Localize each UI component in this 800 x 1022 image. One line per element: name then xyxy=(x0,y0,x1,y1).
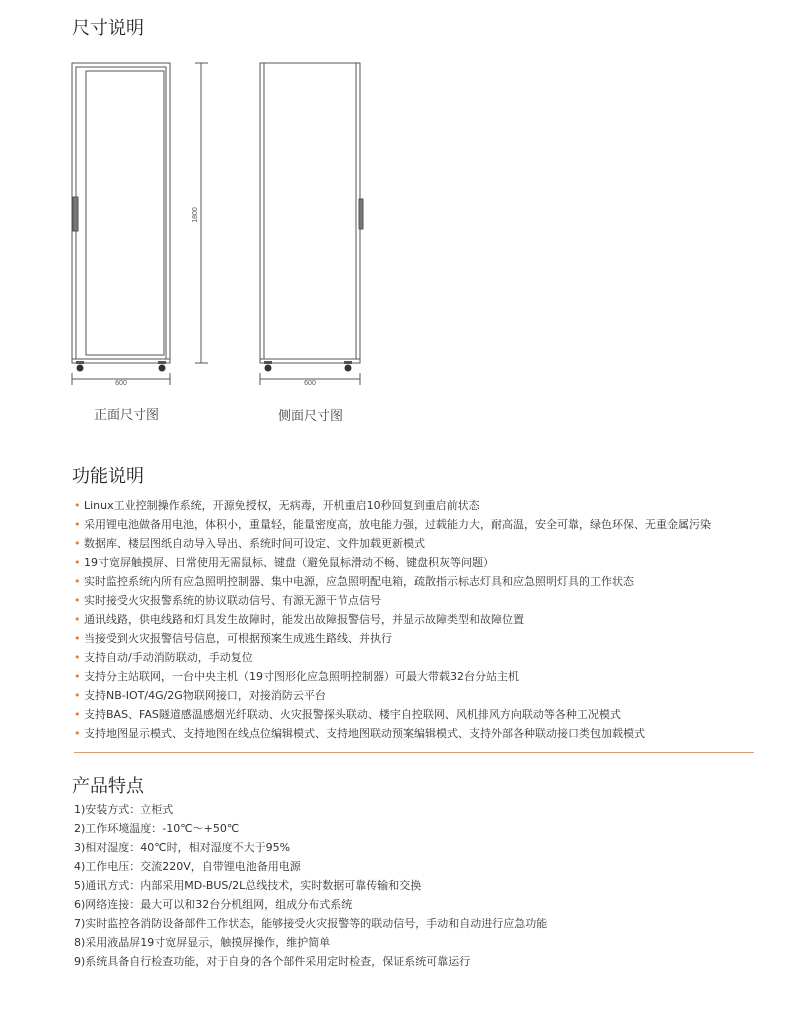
side-view-caption: 侧面尺寸图 xyxy=(278,409,344,424)
side-view-drawing xyxy=(250,55,380,395)
bullet-icon: • xyxy=(74,670,81,683)
list-item: 4)工作电压：交流220V，自带锂电池备用电源 xyxy=(74,860,301,873)
front-view-drawing xyxy=(60,55,220,395)
list-item: • 支持BAS、FAS隧道感温感烟光纤联动、火灾报警探头联动、楼宇自控联网、风机排风方向联动等各种工况模式 xyxy=(74,705,711,724)
properties-list xyxy=(74,800,547,971)
bullet-icon: • xyxy=(74,556,81,569)
front-height-label: 1800 xyxy=(192,207,199,223)
list-item: • 实时监控系统内所有应急照明控制器、集中电源，应急照明配电箱，疏散指示标志灯具和应急照明灯具的工作状态 xyxy=(74,572,711,591)
section-divider xyxy=(74,752,754,753)
bullet-icon: • xyxy=(74,499,81,512)
bullet-icon: • xyxy=(74,632,81,645)
list-item: 7)实时监控各消防设备部件工作状态，能够接受火灾报警等的联动信号，手动和自动进行应急功能 xyxy=(74,917,548,930)
list-item: 3)相对湿度：40℃时，相对湿度不大于95% xyxy=(74,841,291,854)
list-item: 1)安装方式：立柜式 xyxy=(74,803,174,816)
dimensions-title: 尺寸说明 xyxy=(72,18,144,39)
features-title: 功能说明 xyxy=(72,466,144,487)
front-view-caption: 正面尺寸图 xyxy=(94,408,160,423)
list-item: • 19寸宽屏触摸屏、日常使用无需鼠标、键盘（避免鼠标滑动不畅、键盘积灰等问题） xyxy=(74,553,711,572)
front-width-label: 600 xyxy=(115,380,127,387)
bullet-icon: • xyxy=(74,613,81,626)
list-item: • Linux工业控制操作系统，开源免授权，无病毒，开机重启10秒回复到重启前状态 xyxy=(74,496,711,515)
properties-title: 产品特点 xyxy=(72,776,144,797)
list-item: • 支持地图显示模式、支持地图在线点位编辑模式、支持地图联动预案编辑模式、支持外部各种联动接口类包加载模式 xyxy=(74,724,711,743)
bullet-icon: • xyxy=(74,689,81,702)
side-width-label: 600 xyxy=(304,380,316,387)
bullet-icon: • xyxy=(74,518,81,531)
list-item: • 支持分主站联网，一台中央主机（19寸图形化应急照明控制器）可最大带载32台分站主机 xyxy=(74,667,711,686)
list-item: 8)采用液晶屏19寸宽屏显示，触摸屏操作，维护简单 xyxy=(74,936,331,949)
list-item: 5)通讯方式：内部采用MD-BUS/2L总线技术，实时数据可靠传输和交换 xyxy=(74,879,422,892)
bullet-icon: • xyxy=(74,651,81,664)
list-item: • 采用锂电池做备用电池，体积小，重量轻，能量密度高，放电能力强，过载能力大，耐高温，安全可靠，绿色环保、无重金属污染 xyxy=(74,515,711,534)
list-item: • 实时接受火灾报警系统的协议联动信号、有源无源干节点信号 xyxy=(74,591,711,610)
list-item: 6)网络连接：最大可以和32台分机组网，组成分布式系统 xyxy=(74,898,353,911)
list-item: • 支持自动/手动消防联动，手动复位 xyxy=(74,648,711,667)
bullet-icon: • xyxy=(74,537,81,550)
list-item: • 当接受到火灾报警信号信息，可根据预案生成逃生路线、并执行 xyxy=(74,629,711,648)
bullet-icon: • xyxy=(74,575,81,588)
list-item: • 通讯线路，供电线路和灯具发生故障时，能发出故障报警信号，并显示故障类型和故障位置 xyxy=(74,610,711,629)
list-item: • 数据库、楼层图纸自动导入导出、系统时间可设定、文件加载更新模式 xyxy=(74,534,711,553)
list-item: 9)系统具备自行检查功能，对于自身的各个部件采用定时检查，保证系统可靠运行 xyxy=(74,955,471,968)
features-list xyxy=(74,496,711,743)
list-item: • 支持NB-IOT/4G/2G物联网接口，对接消防云平台 xyxy=(74,686,711,705)
bullet-icon: • xyxy=(74,708,81,721)
bullet-icon: • xyxy=(74,727,81,740)
list-item: 2)工作环境温度：-10℃～+50℃ xyxy=(74,822,240,835)
bullet-icon: • xyxy=(74,594,81,607)
